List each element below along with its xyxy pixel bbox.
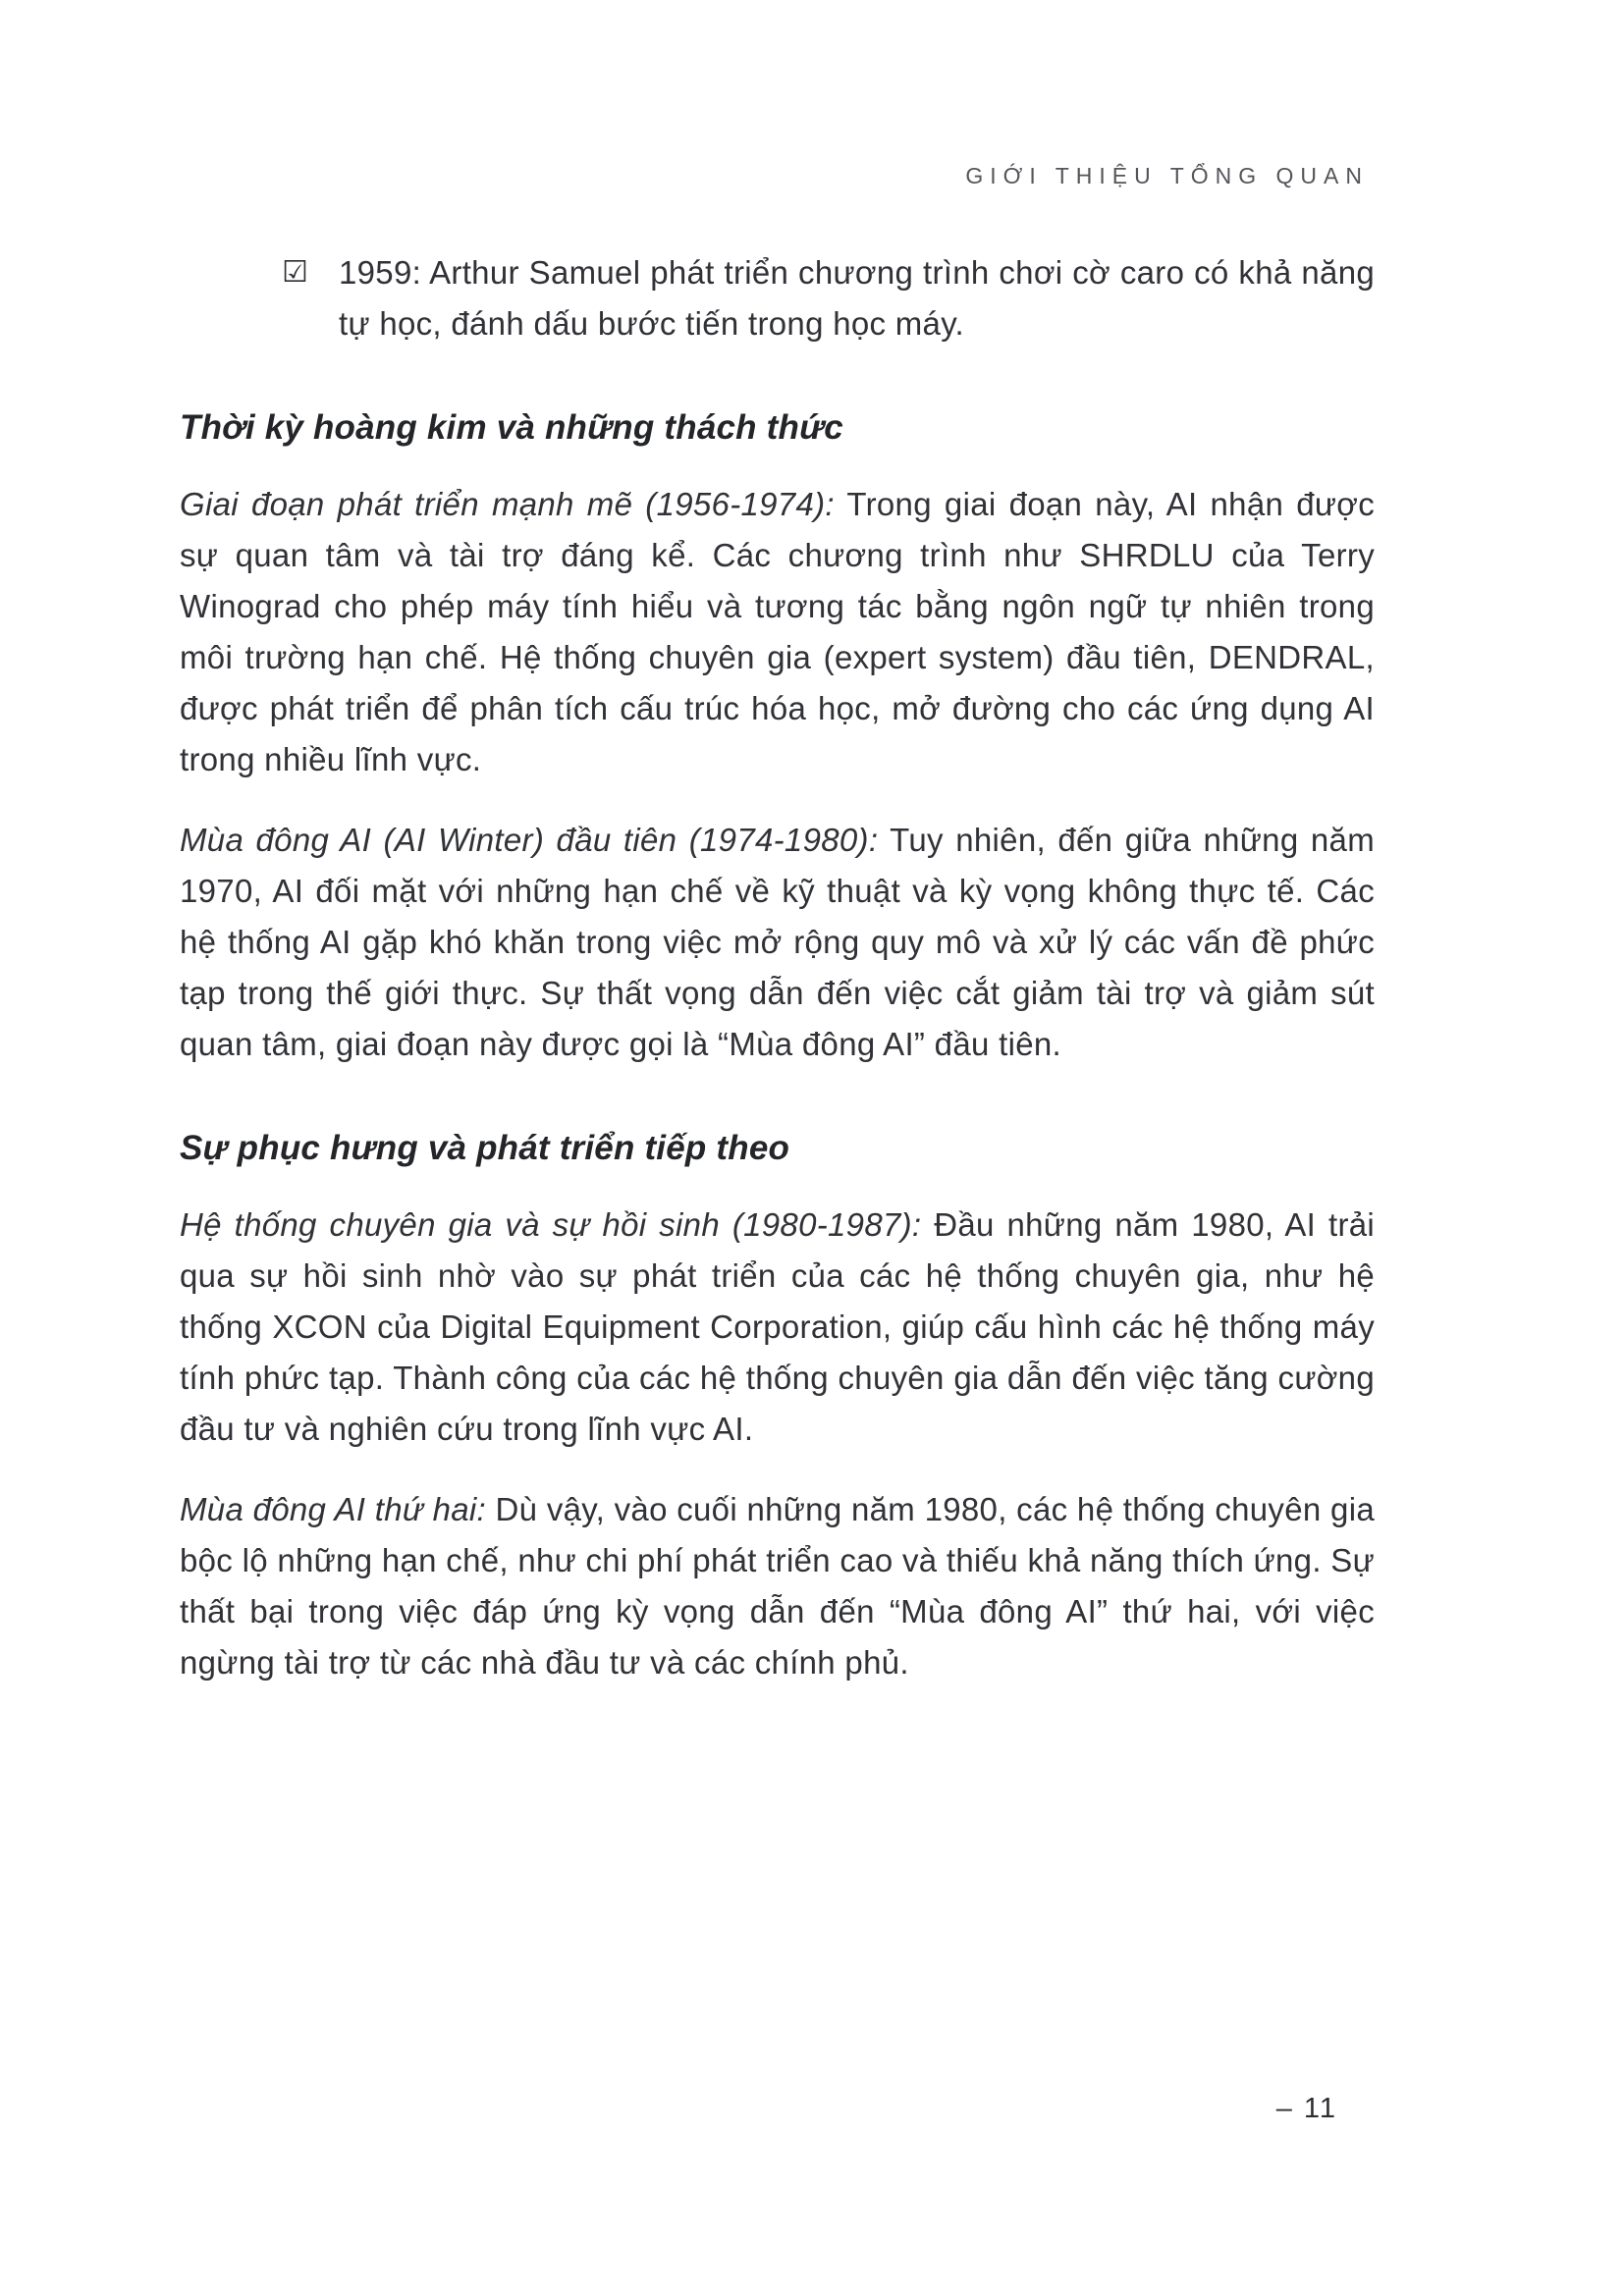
paragraph-lead: Giai đoạn phát triển mạnh mẽ (1956-1974):	[180, 486, 835, 522]
page-number: – 11	[1275, 2093, 1337, 2124]
paragraph-lead: Mùa đông AI thứ hai:	[180, 1491, 487, 1527]
checkbox-checked-icon: ☑	[282, 256, 309, 289]
section-heading-revival: Sự phục hưng và phát triển tiếp theo	[180, 1129, 790, 1167]
paragraph-body: Tuy nhiên, đến giữa những năm 1970, AI đối mặt với những hạn chế về kỹ thuật và kỳ vọng không thực tế. Các hệ thống AI gặp khó khăn trong việc mở rộng quy mô và xử lý các vấn đề phức tạp trong thế giới thực. Sự thất vọng dẫn đến việc cắt giảm tài trợ và giảm sút quan tâm, giai đoạn này được gọi là “Mùa đông AI” đầu tiên.	[180, 822, 1375, 1062]
paragraph-lead: Hệ thống chuyên gia và sự hồi sinh (1980-1987):	[180, 1206, 922, 1243]
section-heading-golden-age: Thời kỳ hoàng kim và những thách thức	[180, 408, 843, 447]
paragraph-body: Dù vậy, vào cuối những năm 1980, các hệ thống chuyên gia bộc lộ những hạn chế, như chi phí phát triển cao và thiếu khả năng thích ứng. Sự thất bại trong việc đáp ứng kỳ vọng dẫn đến “Mùa đông AI” thứ hai, với việc ngừng tài trợ từ các nhà đầu tư và các chính phủ.	[180, 1491, 1375, 1681]
paragraph-second-ai-winter	[180, 1484, 1375, 1688]
paragraph-first-ai-winter	[180, 815, 1375, 1070]
page-content	[180, 247, 1375, 1688]
timeline-list-item	[180, 247, 1375, 349]
paragraph-body: Đầu những năm 1980, AI trải qua sự hồi sinh nhờ vào sự phát triển của các hệ thống chuyên gia, như hệ thống XCON của Digital Equipment Corporation, giúp cấu hình các hệ thống máy tính phức tạp. Thành công của các hệ thống chuyên gia dẫn đến việc tăng cường đầu tư và nghiên cứu trong lĩnh vực AI.	[180, 1206, 1376, 1447]
paragraph-lead: Mùa đông AI (AI Winter) đầu tiên (1974-1980):	[180, 822, 879, 858]
running-header: GIỚI THIỆU TỔNG QUAN	[965, 163, 1369, 188]
timeline-item-text: 1959: Arthur Samuel phát triển chương trình chơi cờ caro có khả năng tự học, đánh dấu bước tiến trong học máy.	[339, 254, 1375, 342]
paragraph-expert-systems	[180, 1200, 1375, 1455]
paragraph-body: Trong giai đoạn này, AI nhận được sự quan tâm và tài trợ đáng kể. Các chương trình như SHRDLU của Terry Winograd cho phép máy tính hiểu và tương tác bằng ngôn ngữ tự nhiên trong môi trường hạn chế. Hệ thống chuyên gia (expert system) đầu tiên, DENDRAL, được phát triển để phân tích cấu trúc hóa học, mở đường cho các ứng dụng AI trong nhiều lĩnh vực.	[180, 486, 1375, 777]
paragraph-strong-growth	[180, 479, 1375, 785]
